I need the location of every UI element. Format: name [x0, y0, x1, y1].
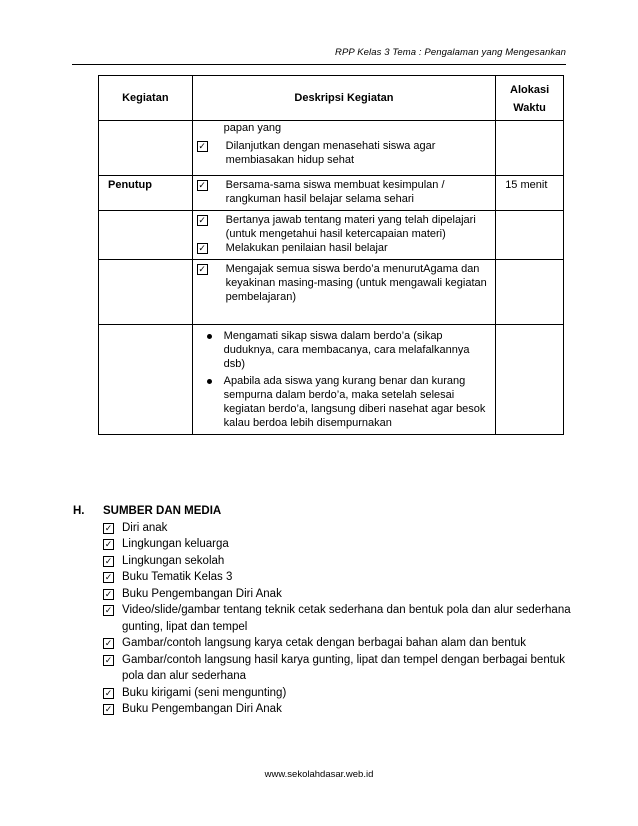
checked-box-icon: ✓ — [104, 687, 113, 698]
list-item — [103, 553, 573, 570]
list-item-text: Gambar/contoh langsung hasil karya gunting, lipat dan tempel dengan berbagai bentuk pola dan alur sederhana — [122, 653, 566, 682]
source-list — [103, 520, 573, 718]
bullet-dot-icon — [207, 334, 212, 339]
checked-box-icon: ✓ — [198, 215, 206, 225]
list-item — [103, 635, 573, 652]
list-item: ✓ Mengajak semua siswa berdo’a menurutAgama dan keyakinan masing-masing (untuk mengawali kegiatan pembelajaran) — [198, 263, 487, 303]
header-rule — [72, 64, 566, 65]
checked-box-icon: ✓ — [104, 539, 113, 549]
list-item — [103, 602, 573, 635]
alokasi-penutup: 15 menit — [505, 179, 548, 191]
table-row — [99, 121, 564, 176]
running-header: RPP Kelas 3 Tema : Pengalaman yang Mengesankan — [335, 47, 566, 58]
checked-box-icon: ✓ — [104, 522, 113, 533]
list-item-text: Buku kirigami (seni mengunting) — [122, 686, 287, 699]
list-item — [103, 586, 573, 603]
section-title: H. SUMBER DAN MEDIA — [73, 505, 222, 517]
list-item-text: Gambar/contoh langsung karya cetak dengan berbagai bahan alam dan bentuk — [122, 637, 527, 649]
list-item — [103, 569, 573, 586]
list-item-text: Lingkungan keluarga — [122, 538, 229, 550]
section-sumber-media — [73, 503, 573, 718]
table-row — [99, 176, 564, 211]
checked-box-icon: ✓ — [104, 572, 113, 582]
header-deskripsi: Deskripsi Kegiatan — [192, 76, 496, 121]
list-item: ✓ Melakukan penilaian hasil belajar — [198, 242, 388, 254]
bullet-item: Apabila ada siswa yang kurang benar dan kurang sempurna dalam berdo’a, maka setelah selesai kegiatan berdo’a, langsung diberi nasehat agar besok kalau berdoa lebih disempurnakan — [193, 374, 488, 430]
checked-box-icon: ✓ — [104, 588, 113, 599]
list-item — [103, 652, 573, 685]
header-alokasi: Alokasi Waktu — [496, 76, 564, 121]
table-row — [99, 325, 564, 435]
checked-box-icon: ✓ — [198, 243, 206, 253]
checked-box-icon: ✓ — [198, 180, 206, 190]
header-kegiatan: Kegiatan — [99, 76, 193, 121]
checked-box-icon: ✓ — [104, 638, 113, 648]
checked-box-icon: ✓ — [104, 704, 113, 714]
checked-box-icon: ✓ — [104, 555, 113, 566]
list-item — [103, 685, 573, 702]
table-header-row — [99, 76, 564, 121]
list-item: ✓ Bertanya jawab tentang materi yang telah dipelajari (untuk mengetahui hasil ketercapaian materi) — [198, 214, 476, 240]
list-item-text: Buku Tematik Kelas 3 — [122, 571, 233, 583]
list-item-text: Buku Pengembangan Diri Anak — [122, 703, 282, 715]
list-item-text: Buku Pengembangan Diri Anak — [122, 587, 282, 600]
footer-url: www.sekolahdasar.web.id — [264, 769, 374, 780]
kegiatan-penutup: Penutup — [108, 179, 152, 191]
checked-box-icon: ✓ — [198, 141, 206, 151]
checked-box-icon: ✓ — [198, 264, 206, 274]
bullet-dot-icon — [207, 379, 212, 384]
list-item: ✓ Dilanjutkan dengan menasehati siswa agar membiasakan hidup sehat — [198, 140, 436, 166]
list-item: ✓ Bersama-sama siswa membuat kesimpulan / rangkuman hasil belajar selama sehari — [198, 179, 445, 205]
kegiatan-table — [98, 75, 564, 435]
continuation-text: papan yang — [223, 122, 282, 134]
checked-box-icon: ✓ — [104, 654, 113, 665]
list-item — [103, 520, 573, 537]
list-item-text: Lingkungan sekolah — [122, 554, 225, 567]
checked-box-icon: ✓ — [104, 605, 113, 615]
table-row — [99, 260, 564, 325]
bullet-item: Mengamati sikap siswa dalam berdo’a (sikap duduknya, cara membacanya, cara melafalkannya dsb) — [193, 329, 488, 371]
list-item — [103, 701, 573, 718]
list-item-text: Diri anak — [122, 521, 168, 534]
list-item — [103, 536, 573, 553]
table-row — [99, 211, 564, 260]
list-item-text: Video/slide/gambar tentang teknik cetak sederhana dan bentuk pola dan alur sederhana gunting, lipat dan tempel — [122, 604, 571, 633]
